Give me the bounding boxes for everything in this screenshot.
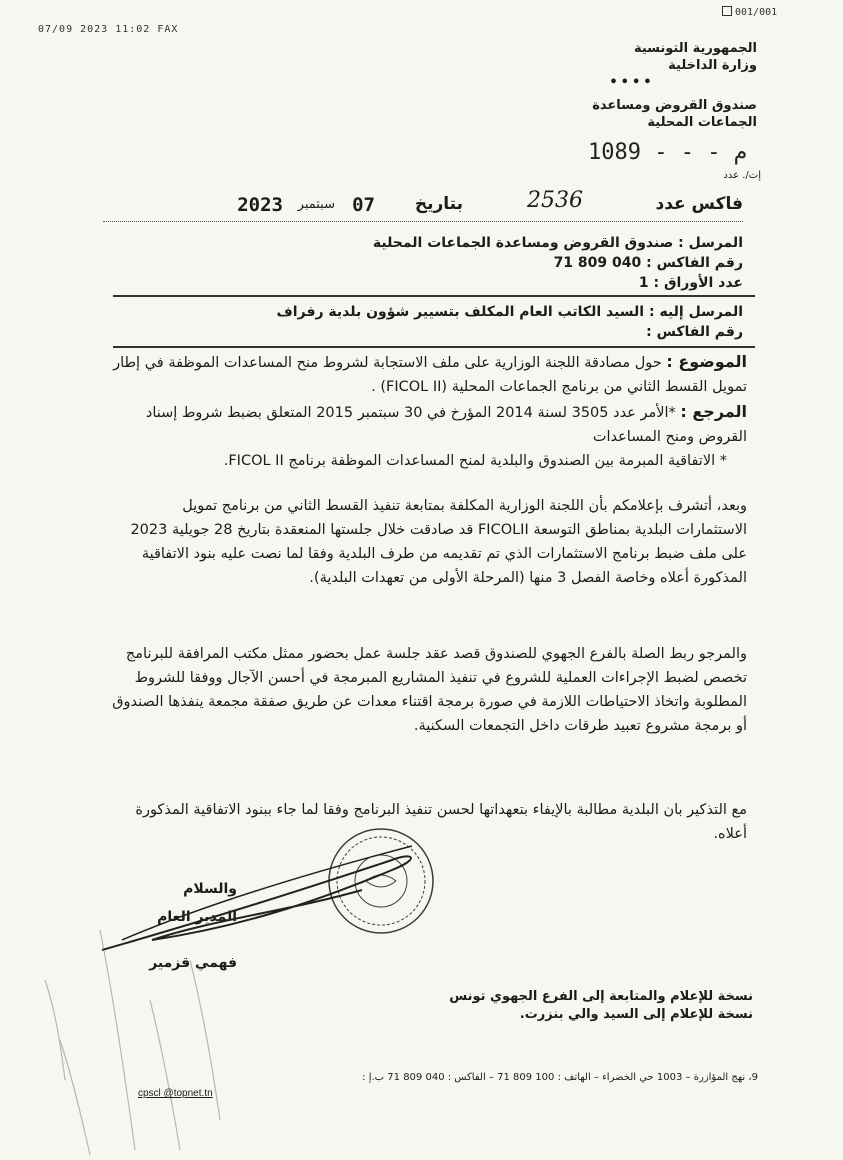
closing-salutation: والسلام bbox=[183, 881, 237, 897]
reference-item-2: * الاتفاقية المبرمة بين الصندوق والبلدية لمنح المساعدات الموظفة برنامج FICOL II. bbox=[223, 453, 727, 469]
fax-number-label: فاكس عدد bbox=[655, 194, 743, 214]
sender-pages-row bbox=[163, 273, 743, 293]
ministry-letterhead bbox=[557, 40, 757, 131]
copies-block bbox=[353, 988, 753, 1024]
reference-item-1-row bbox=[107, 400, 747, 449]
body-paragraph-3: مع التذكير بان البلدية مطالبة بالإيفاء بتعهداتها لحسن تنفيذ البرنامج وفقا لما جاء ببنود الاتفاقية المذكورة أعلاه. bbox=[135, 802, 747, 842]
reference-label: المرجع : bbox=[680, 402, 747, 421]
divider-line-2 bbox=[113, 346, 755, 348]
fax-date-year: 2023 bbox=[237, 194, 283, 216]
recipient-label: المرسل إليه : السيد الكاتب العام المكلف بتسيير شؤون بلدية رفراف bbox=[276, 304, 743, 320]
footer-address: 9، نهج المؤازرة – 1003 حي الخضراء – الهاتف : 100 809 71 – الفاكس : 040 809 71 ب.إ : bbox=[362, 1072, 758, 1083]
letter-footer bbox=[138, 1070, 758, 1099]
body-paragraph-1: وبعد، أتشرف بإعلامكم بأن اللجنة الوزارية المكلفة بمتابعة تنفيذ القسط الثاني من برنامج تمويل الاستثمارات البلدية بمناطق التوسعة FICOLII قد صادقت خلال جلستها المنعقدة بتاريخ 28 جويلية 2023 على ملف ضبط برنامج الاستثمارات الذي تم تقديمه من طرف البلدية وفقا لما نصت عليه بنود الاتفاقية المذكورة أعلاه وخاصة الفصل 3 منها (المرحلة الأولى من تعهدات البلدية). bbox=[130, 498, 747, 586]
recipient-block bbox=[143, 302, 743, 342]
subject-label: الموضوع : bbox=[666, 352, 747, 371]
subject-text: حول مصادقة اللجنة الوزارية على ملف الاستجابة لشروط منح المساعدات الموظفة في إطار تمويل القسط الثاني من برنامج الجماعات المحلية (FICOL II) . bbox=[113, 355, 747, 395]
reference-prefix: إت/. عدد bbox=[723, 170, 761, 181]
footer-email: cpscl @topnet.tn bbox=[138, 1088, 213, 1099]
body-paragraph-2: والمرجو ربط الصلة بالفرع الجهوي للصندوق قصد عقد جلسة عمل بحضور ممثل مكتب المرافقة للبرنامج تخصص لضبط الإجراءات العملية للشروع في تنفيذ المشاريع المبرمجة في أحسن الآجال ووفقا للشروط المطلوبة واتخاذ الاحتياطات اللازمة في صورة برمجة اقتناء معدات عن طريق صفقة مجمعة ينفذها الصندوق أو برمجة مشروع تعبيد طرقات داخل التجمعات السكنية. bbox=[112, 646, 747, 734]
sender-fax-number: 71 809 040 bbox=[553, 255, 642, 271]
fax-number-line bbox=[103, 188, 743, 226]
fax-number-value: 2536 bbox=[527, 188, 583, 213]
subject-section bbox=[107, 350, 747, 399]
fund-name-line1: صندوق القروض ومساعدة bbox=[592, 98, 757, 113]
fax-date-month: سبتمبر bbox=[297, 197, 335, 212]
fax-line-dotted-rule bbox=[103, 221, 743, 222]
fax-date-label: بتاريخ bbox=[414, 194, 463, 214]
reference-item-1: *الأمر عدد 3505 لسنة 2014 المؤرخ في 30 سبتمبر 2015 المتعلق بضبط شروط إسناد القروض ومنح المساعدات bbox=[145, 405, 747, 445]
recipient-fax-label: رقم الفاكس : bbox=[646, 324, 743, 340]
fax-transmission-header: 07/09 2023 11:02 FAX bbox=[38, 24, 179, 35]
sender-pages-value: 1 bbox=[638, 275, 649, 291]
sender-pages-label: عدد الأوراق : bbox=[653, 275, 743, 291]
letterhead-dots: •••• bbox=[609, 75, 655, 90]
signer-name: فهمي قزمير bbox=[149, 955, 237, 971]
copy-line-2: نسخة للإعلام إلى السيد والي بنزرت. bbox=[519, 1007, 753, 1022]
pencil-annotations bbox=[40, 920, 240, 1160]
fax-box-icon bbox=[722, 6, 732, 16]
ministry-name: وزارة الداخلية bbox=[668, 58, 757, 73]
sender-fax-label: رقم الفاكس : bbox=[646, 255, 743, 271]
fax-date-day: 07 bbox=[352, 194, 375, 216]
sender-fax-row bbox=[163, 253, 743, 273]
fund-name-line2: الجماعات المحلية bbox=[647, 115, 757, 130]
reference-section bbox=[107, 400, 747, 473]
signer-title: المدير العام bbox=[157, 909, 237, 925]
sender-label: المرسل : صندوق القروض ومساعدة الجماعات المحلية bbox=[372, 235, 743, 251]
sender-block bbox=[163, 233, 743, 293]
divider-line-1 bbox=[113, 295, 755, 297]
fax-page-count bbox=[722, 6, 777, 18]
outgoing-reference-number: 1089 - - - م bbox=[588, 140, 747, 165]
fax-page-count-text: 001/001 bbox=[735, 7, 778, 18]
republic-name: الجمهورية التونسية bbox=[633, 41, 757, 56]
copy-line-1: نسخة للإعلام والمتابعة إلى الفرع الجهوي تونس bbox=[449, 989, 753, 1004]
